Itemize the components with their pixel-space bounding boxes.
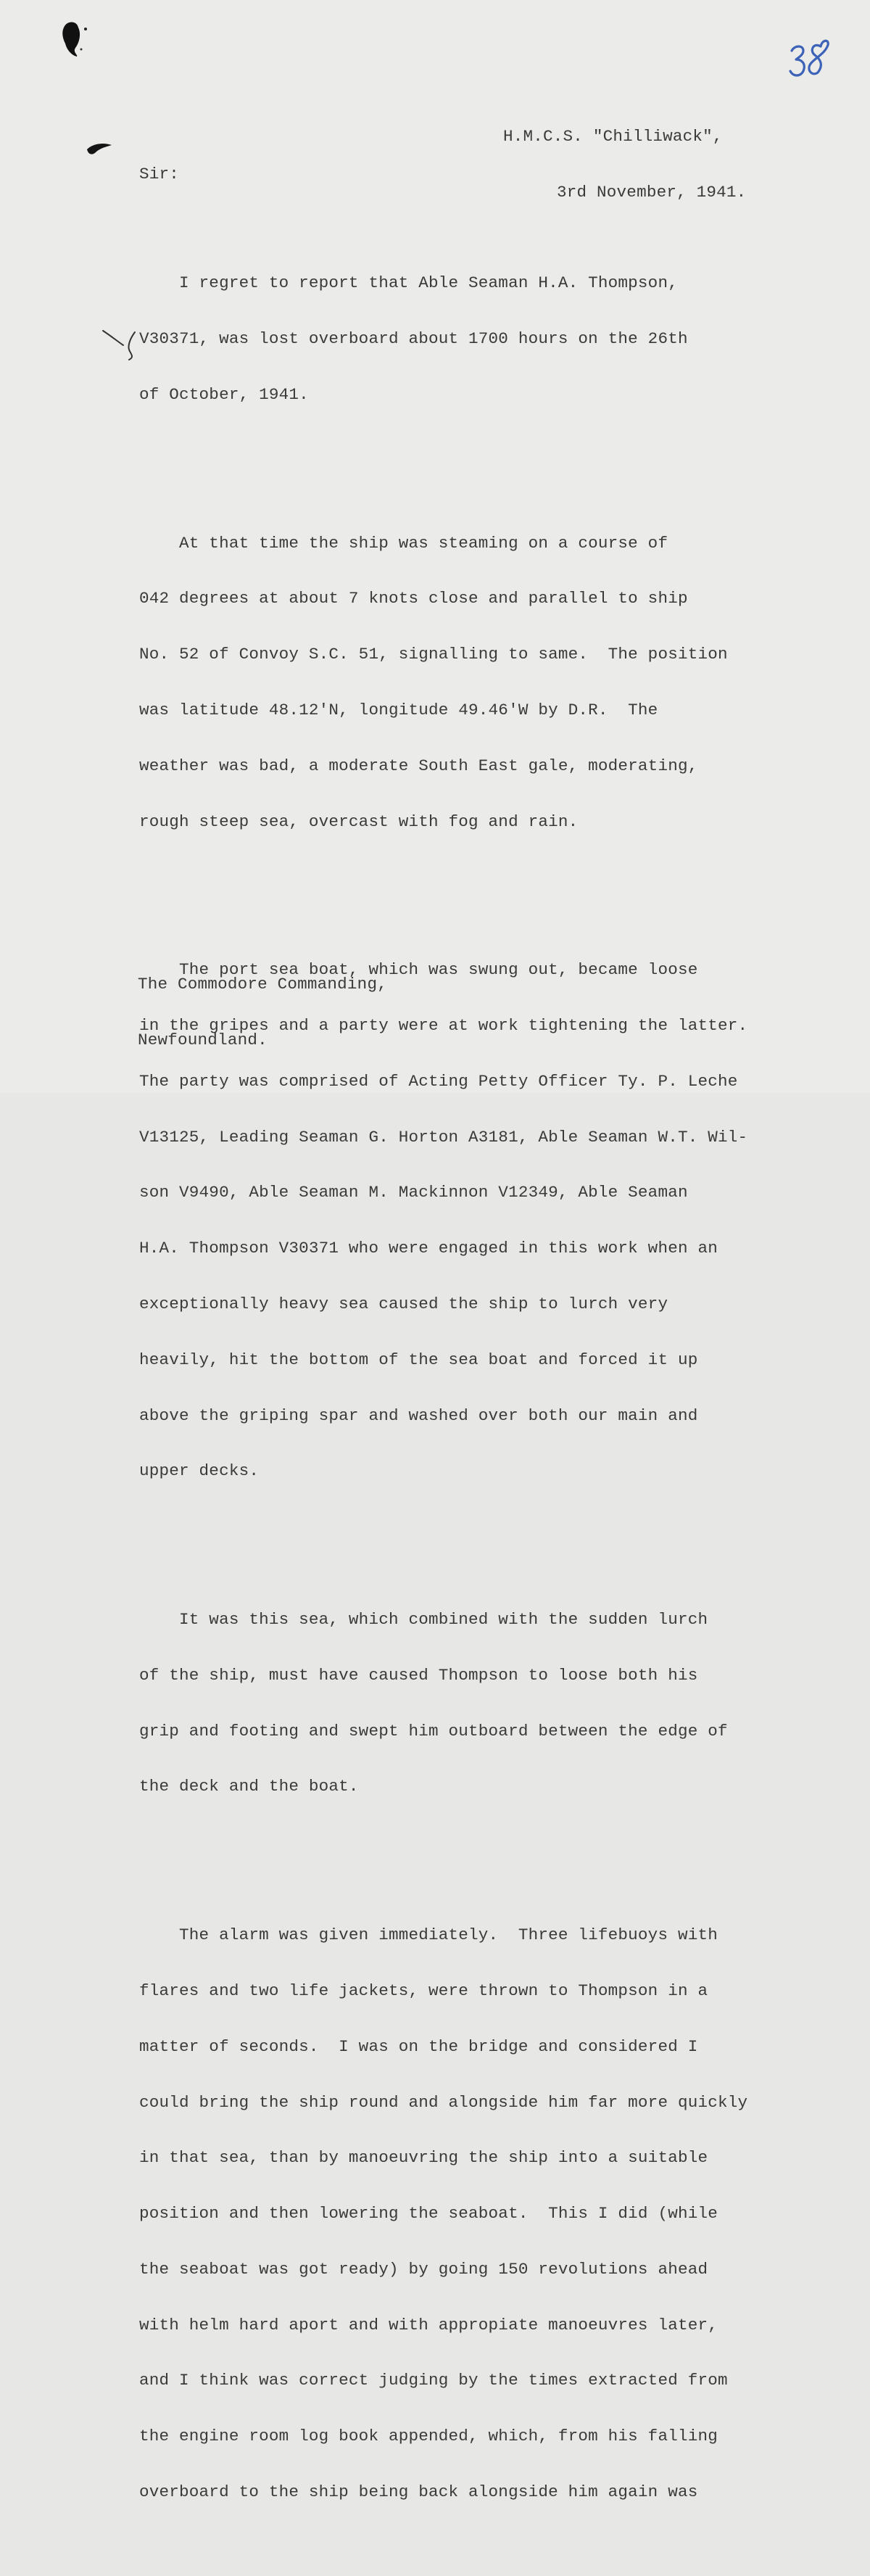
text-line: overboard to the ship being back alongside him again was [139,2482,698,2502]
text-line: of the ship, must have caused Thompson to loose both his [139,1665,698,1685]
text-line: son V9490, Able Seaman M. Mackinnon V12349, Able Seaman [139,1183,688,1202]
punch-hole-top [57,17,100,61]
addressee-block [138,938,387,1087]
text-line: matter of seconds. I was on the bridge and considered I [139,2036,698,2056]
text-line: The party was comprised of Acting Petty Officer Ty. P. Leche [139,1071,738,1091]
text-line: No. 52 of Convoy S.C. 51, signalling to same. The position [139,645,728,664]
paragraph-1 [139,237,747,442]
text-line: At that time the ship was steaming on a course of [139,533,668,553]
text-line: in that sea, than by manoeuvring the ship into a suitable [139,2148,708,2168]
salutation: Sir: [139,165,180,183]
text-line: could bring the ship round and alongside him far more quickly [139,2092,748,2112]
text-line: the deck and the boat. [139,1777,359,1796]
text-line: above the griping spar and washed over both our main and [139,1405,698,1425]
letter-date: 3rd November, 1941. [557,182,747,202]
text-line: of October, 1941. [139,384,309,404]
letter-body [139,200,747,2576]
paragraph-2 [139,498,747,869]
text-line: was latitude 48.12'N, longitude 49.46'W by D.R. The [139,701,658,720]
text-line: heavily, hit the bottom of the sea boat and forced it up [139,1350,698,1369]
text-line: 042 degrees at about 7 knots close and parallel to ship [139,589,688,608]
text-line: with helm hard aport and with appropiate manoeuvres later, [139,2315,718,2334]
text-line: V13125, Leading Seaman G. Horton A3181, Able Seaman W.T. Wil- [139,1127,748,1147]
ship-name: H.M.C.S. "Chilliwack", [503,127,723,146]
handwritten-page-number [787,35,838,86]
text-line: The alarm was given immediately. Three lifebuoys with [139,1925,718,1945]
text-line: in the gripes and a party were at work tightening the latter. [139,1016,748,1036]
text-line: It was this sea, which combined with the sudden lurch [139,1610,708,1630]
text-line: upper decks. [139,1461,260,1481]
text-line: weather was bad, a moderate South East gale, moderating, [139,756,698,775]
text-line: I regret to report that Able Seaman H.A. Thompson, [139,273,678,293]
text-line: V30371, was lost overboard about 1700 hours on the 26th [139,329,688,349]
addressee-location: Newfoundland. [138,1030,268,1049]
text-line: position and then lowering the seaboat. This I did (while [139,2204,718,2224]
text-line: grip and footing and swept him outboard between the edge of [139,1721,728,1741]
punch-hole-bottom [81,136,117,160]
text-line: flares and two life jackets, were thrown to Thompson in a [139,1981,708,2000]
text-line: the engine room log book appended, which, from his falling [139,2427,718,2446]
text-line: exceptionally heavy sea caused the ship to lurch very [139,1295,668,1314]
text-line: and I think was correct judging by the times extracted from [139,2371,728,2390]
margin-check-mark [102,328,138,366]
text-line: the seaboat was got ready) by going 150 revolutions ahead [139,2259,708,2279]
text-line: H.A. Thompson V30371 who were engaged in this work when an [139,1239,718,1258]
addressee-title: The Commodore Commanding, [138,975,387,994]
paragraph-5 [139,1889,747,2539]
text-line: rough steep sea, overcast with fog and rain. [139,812,579,831]
text-line: The port sea boat, which was swung out, became loose [139,960,698,980]
paragraph-4 [139,1574,747,1833]
